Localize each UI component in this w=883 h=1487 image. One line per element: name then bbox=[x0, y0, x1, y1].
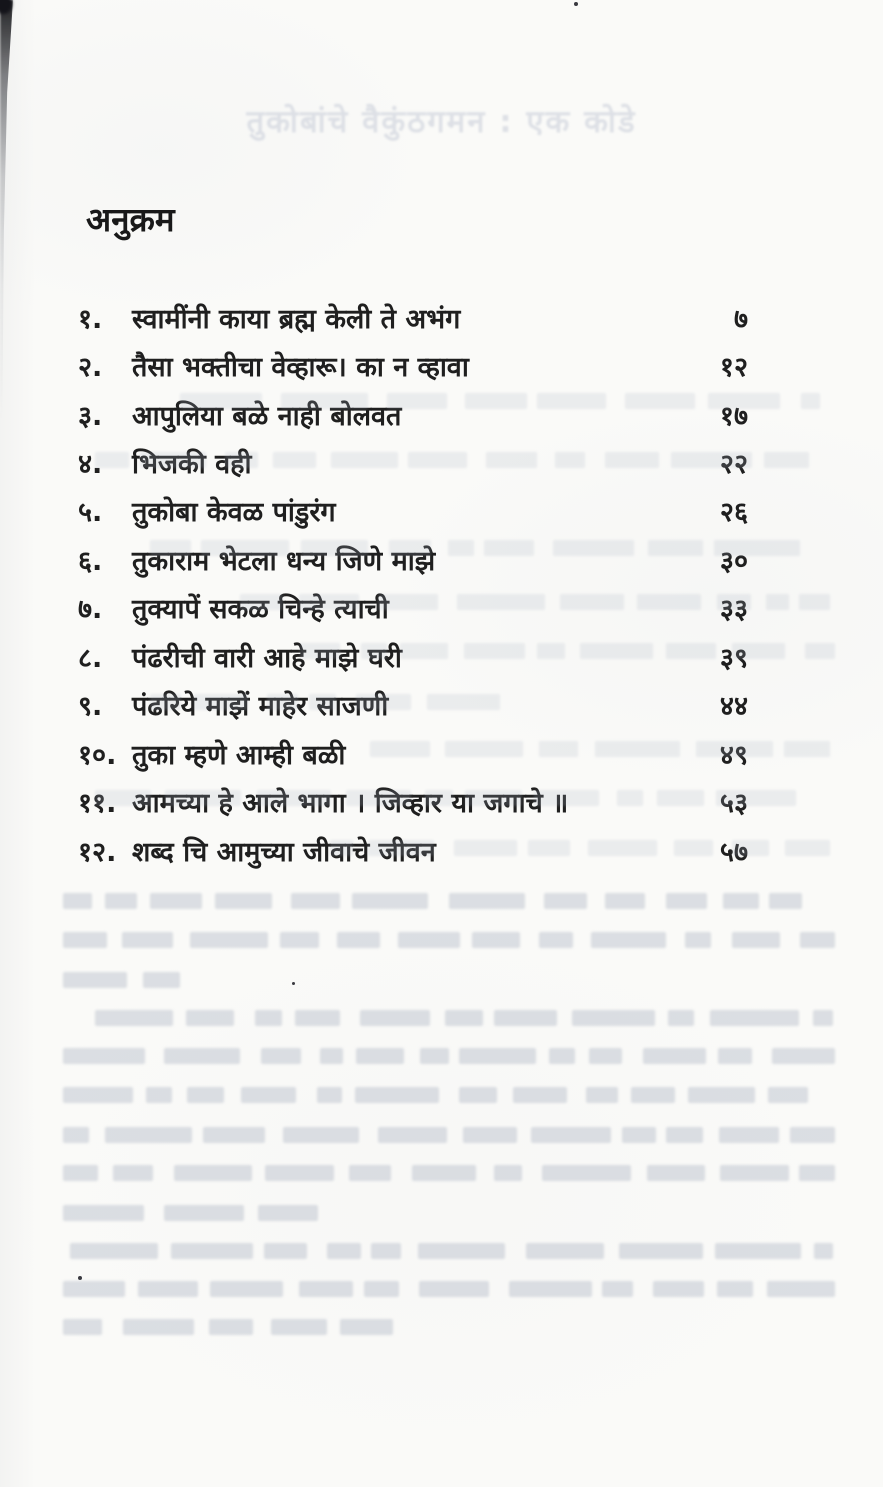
toc-entry-page-number: ४४ bbox=[719, 691, 748, 723]
contents-heading: अनुक्रम bbox=[86, 200, 175, 239]
toc-row bbox=[78, 341, 748, 389]
scan-edge-shadow bbox=[0, 0, 13, 420]
toc-entry-title: भिजकी वही bbox=[132, 449, 252, 481]
toc-entry-number: ४. bbox=[78, 449, 103, 481]
bleedthrough-text-line bbox=[63, 1165, 835, 1181]
toc-entry-page-number: ४९ bbox=[719, 739, 748, 771]
bleedthrough-text-line bbox=[63, 893, 835, 909]
bleedthrough-text-line bbox=[330, 840, 830, 856]
bleedthrough-text-line bbox=[63, 1127, 835, 1143]
bleedthrough-text-line bbox=[63, 1281, 835, 1297]
toc-entry-title: आपुलिया बळे नाही बोलवत bbox=[132, 400, 402, 432]
toc-entry-title: स्वामींनी काया ब्रह्म केली ते अभंग bbox=[132, 303, 461, 335]
toc-entry-page-number: २६ bbox=[719, 497, 748, 529]
toc-entry-number: ७. bbox=[78, 594, 103, 626]
toc-entry-number: ११. bbox=[78, 788, 117, 820]
toc-entry-page-number: १७ bbox=[719, 400, 748, 432]
toc-entry-page-number: ७ bbox=[733, 303, 748, 335]
table-of-contents bbox=[78, 293, 748, 874]
toc-entry-number: १०. bbox=[78, 739, 117, 771]
toc-entry-number: १२. bbox=[78, 836, 117, 868]
toc-entry-title: तुकाराम भेटला धन्य जिणे माझे bbox=[132, 545, 436, 577]
bleedthrough-text-line bbox=[63, 1319, 393, 1335]
bleedthrough-text-line bbox=[370, 741, 830, 757]
toc-entry-page-number: ३३ bbox=[719, 594, 748, 626]
bleedthrough-text-line bbox=[63, 1205, 318, 1221]
toc-entry-title: पंढरीची वारी आहे माझे घरी bbox=[132, 642, 402, 674]
toc-entry-page-number: ५३ bbox=[719, 788, 748, 820]
toc-entry-number: ६. bbox=[78, 545, 103, 577]
toc-entry-page-number: १२ bbox=[719, 352, 748, 384]
toc-entry-page-number: ३० bbox=[719, 545, 748, 577]
toc-entry-title: तुका म्हणे आम्ही बळी bbox=[132, 739, 346, 771]
toc-entry-number: ९. bbox=[78, 691, 103, 723]
toc-entry-number: १. bbox=[78, 303, 103, 335]
toc-entry-page-number: ५७ bbox=[719, 836, 748, 868]
toc-entry-title: पंढरिये माझें माहेर साजणी bbox=[132, 691, 389, 723]
bleedthrough-text-line bbox=[63, 1087, 835, 1103]
bleedthrough-text-line bbox=[63, 972, 208, 988]
bleedthrough-text-line bbox=[240, 594, 830, 610]
bleedthrough-text-line bbox=[95, 1010, 833, 1026]
bleedthrough-text-line bbox=[150, 540, 820, 556]
toc-entry-title: शब्द चि आमुच्या जीवाचे जीवन bbox=[132, 836, 436, 868]
bleedthrough-text-line bbox=[63, 932, 835, 948]
bleedthrough-text-line bbox=[300, 643, 835, 659]
bleedthrough-text-line bbox=[150, 694, 500, 710]
toc-entry-title: तैसा भक्तीचा वेव्हारू। का न व्हावा bbox=[132, 352, 469, 384]
toc-entry-number: २. bbox=[78, 352, 103, 384]
toc-entry-number: ५. bbox=[78, 497, 103, 529]
bleedthrough-text-line bbox=[63, 1048, 835, 1064]
toc-entry-title: तुक्यापें सकळ चिन्हे त्याची bbox=[132, 594, 389, 626]
toc-entry-title: तुकोबा केवळ पांडुरंग bbox=[132, 497, 336, 529]
toc-entry-title: आमच्या हे आले भागा । जिव्हार या जगाचे ॥ bbox=[132, 788, 569, 820]
toc-entry-number: ८. bbox=[78, 642, 103, 674]
toc-entry-page-number: ३९ bbox=[719, 642, 748, 674]
toc-entry-number: ३. bbox=[78, 400, 103, 432]
paper-speck bbox=[292, 982, 295, 985]
bleedthrough-title: तुकोबांचे वैकुंठगमन : एक कोडे bbox=[246, 104, 637, 140]
bleedthrough-text-line bbox=[95, 452, 830, 468]
toc-row bbox=[78, 293, 748, 341]
bleedthrough-text-line bbox=[95, 790, 830, 806]
toc-entry-page-number: २२ bbox=[719, 449, 748, 481]
paper-speck bbox=[574, 2, 578, 6]
bleedthrough-text-line bbox=[180, 393, 820, 409]
toc-row bbox=[78, 487, 748, 535]
bleedthrough-text-line bbox=[70, 1243, 833, 1259]
paper-speck bbox=[78, 1276, 82, 1280]
